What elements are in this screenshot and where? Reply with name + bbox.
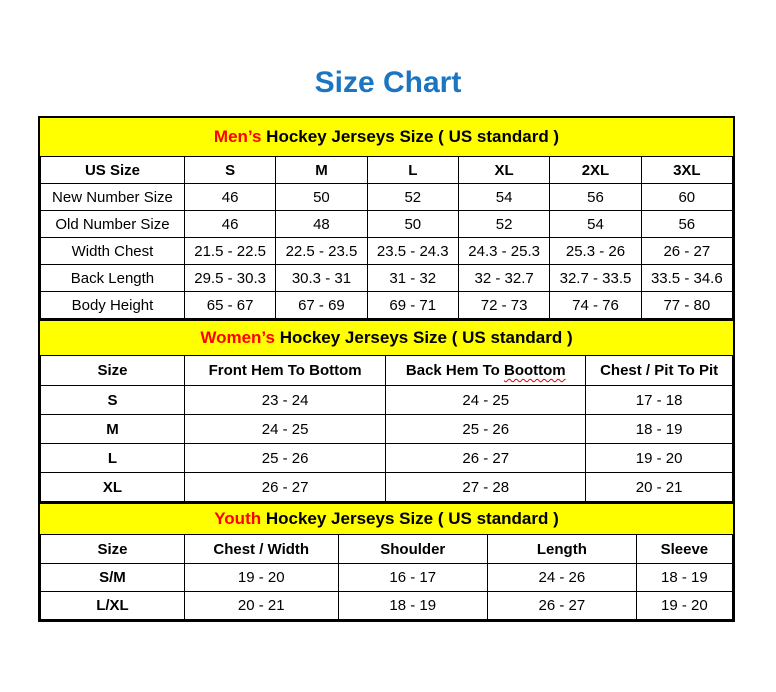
table-cell: 72 - 73 — [458, 292, 549, 319]
table-cell: 46 — [184, 184, 275, 211]
table-row — [41, 473, 733, 502]
column-header: Size — [41, 356, 185, 386]
table-cell: 19 - 20 — [184, 564, 338, 592]
table-header-row — [41, 157, 733, 184]
size-chart-container — [38, 116, 735, 622]
table-cell: 24 - 25 — [184, 415, 385, 444]
youth-title-red: Youth — [214, 509, 262, 528]
page-title: Size Chart — [314, 66, 462, 99]
table-header-row — [41, 535, 733, 564]
table-row — [41, 386, 733, 415]
womens-section-header — [40, 319, 733, 355]
row-label: Width Chest — [41, 238, 185, 265]
column-header-text: Back Hem To — [405, 362, 504, 379]
column-header — [386, 356, 586, 386]
table-header-row — [41, 356, 733, 386]
table-cell: 20 - 21 — [184, 592, 338, 620]
column-header: M — [276, 157, 367, 184]
table-cell: 25 - 26 — [184, 444, 385, 473]
mens-section-header — [40, 118, 733, 156]
table-cell: 23.5 - 24.3 — [367, 238, 458, 265]
youth-size-table — [40, 534, 733, 620]
table-row — [41, 184, 733, 211]
table-cell: 74 - 76 — [550, 292, 641, 319]
row-label: New Number Size — [41, 184, 185, 211]
table-cell: 32.7 - 33.5 — [550, 265, 641, 292]
table-cell: 25 - 26 — [386, 415, 586, 444]
table-cell: 52 — [458, 211, 549, 238]
table-row — [41, 415, 733, 444]
column-header: Shoulder — [338, 535, 487, 564]
table-cell: 24.3 - 25.3 — [458, 238, 549, 265]
column-header: Sleeve — [636, 535, 732, 564]
table-cell: 77 - 80 — [641, 292, 732, 319]
column-header: XL — [458, 157, 549, 184]
youth-title-rest: Hockey Jerseys Size ( US standard ) — [261, 509, 559, 528]
mens-title-red: Men’s — [213, 127, 262, 146]
table-cell: 17 - 18 — [586, 386, 733, 415]
column-header: Size — [41, 535, 185, 564]
table-cell: 24 - 26 — [488, 564, 637, 592]
table-cell: 26 - 27 — [184, 473, 385, 502]
table-cell: 29.5 - 30.3 — [184, 265, 275, 292]
table-cell: 23 - 24 — [184, 386, 385, 415]
womens-title-rest: Hockey Jerseys Size ( US standard ) — [274, 328, 573, 347]
table-cell: 27 - 28 — [386, 473, 586, 502]
table-cell: 69 - 71 — [367, 292, 458, 319]
table-cell: 18 - 19 — [636, 564, 732, 592]
row-label: L — [41, 444, 185, 473]
table-cell: 33.5 - 34.6 — [641, 265, 732, 292]
table-cell: 19 - 20 — [586, 444, 733, 473]
column-header: Front Hem To Bottom — [184, 356, 385, 386]
table-cell: 56 — [550, 184, 641, 211]
table-cell: 18 - 19 — [586, 415, 733, 444]
womens-size-table — [40, 355, 733, 502]
column-header: Length — [488, 535, 637, 564]
column-header: 2XL — [550, 157, 641, 184]
column-header: S — [184, 157, 275, 184]
table-cell: 46 — [184, 211, 275, 238]
row-label: Back Length — [41, 265, 185, 292]
table-cell: 22.5 - 23.5 — [276, 238, 367, 265]
table-cell: 32 - 32.7 — [458, 265, 549, 292]
table-cell: 21.5 - 22.5 — [184, 238, 275, 265]
row-label: L/XL — [41, 592, 185, 620]
table-cell: 48 — [276, 211, 367, 238]
table-cell: 30.3 - 31 — [276, 265, 367, 292]
mens-title-rest: Hockey Jerseys Size ( US standard ) — [261, 127, 560, 146]
table-cell: 52 — [367, 184, 458, 211]
table-cell: 54 — [458, 184, 549, 211]
column-header: US Size — [41, 157, 185, 184]
table-cell: 20 - 21 — [586, 473, 733, 502]
table-cell: 26 - 27 — [386, 444, 586, 473]
womens-title-red: Women’s — [200, 328, 275, 347]
table-cell: 56 — [641, 211, 732, 238]
table-cell: 65 - 67 — [184, 292, 275, 319]
youth-section-header — [40, 502, 733, 534]
table-cell: 19 - 20 — [636, 592, 732, 620]
table-cell: 16 - 17 — [338, 564, 487, 592]
mens-size-table — [40, 156, 733, 319]
table-cell: 25.3 - 26 — [550, 238, 641, 265]
row-label: XL — [41, 473, 185, 502]
table-cell: 60 — [641, 184, 732, 211]
table-cell: 50 — [367, 211, 458, 238]
table-cell: 54 — [550, 211, 641, 238]
table-row — [41, 564, 733, 592]
table-row — [41, 444, 733, 473]
table-cell: 31 - 32 — [367, 265, 458, 292]
row-label: S — [41, 386, 185, 415]
misspelled-word: Boottom — [503, 362, 566, 379]
table-cell: 26 - 27 — [641, 238, 732, 265]
table-row — [41, 592, 733, 620]
table-cell: 50 — [276, 184, 367, 211]
column-header: 3XL — [641, 157, 732, 184]
row-label: M — [41, 415, 185, 444]
row-label: Old Number Size — [41, 211, 185, 238]
table-row — [41, 265, 733, 292]
column-header: L — [367, 157, 458, 184]
table-cell: 67 - 69 — [276, 292, 367, 319]
row-label: S/M — [41, 564, 185, 592]
table-cell: 26 - 27 — [488, 592, 637, 620]
table-cell: 18 - 19 — [338, 592, 487, 620]
row-label: Body Height — [41, 292, 185, 319]
table-row — [41, 238, 733, 265]
column-header: Chest / Width — [184, 535, 338, 564]
column-header: Chest / Pit To Pit — [586, 356, 733, 386]
table-row — [41, 211, 733, 238]
table-cell: 24 - 25 — [386, 386, 586, 415]
table-row — [41, 292, 733, 319]
